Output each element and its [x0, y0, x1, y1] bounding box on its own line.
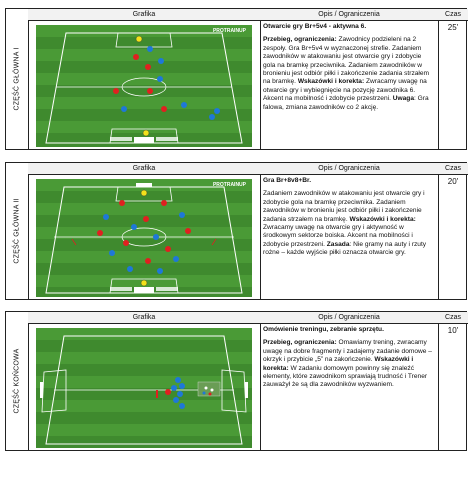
player-red	[185, 228, 191, 234]
header-grafika: Grafika	[28, 312, 260, 324]
player-blue	[147, 46, 153, 52]
header-opis: Opis / Ograniczenia	[260, 312, 438, 324]
player-blue	[121, 106, 127, 112]
player-blue	[179, 403, 185, 409]
graphic-column	[28, 9, 261, 149]
player-blue	[175, 377, 181, 383]
graphic-column	[28, 312, 261, 450]
graphic-column	[28, 163, 261, 299]
player-red	[145, 64, 151, 70]
player-red	[123, 240, 129, 246]
time-value: 25'	[447, 23, 459, 32]
player-blue	[181, 102, 187, 108]
description-column	[260, 9, 439, 149]
section-label: CZĘŚĆ GŁÓWNA II	[13, 198, 21, 264]
section-label: CZĘŚĆ GŁÓWNA I	[13, 47, 21, 111]
equipment-ball	[205, 387, 208, 390]
player-blue	[173, 397, 179, 403]
player-yellow	[136, 36, 142, 42]
player-red	[133, 54, 139, 60]
label-uwaga: Uwaga	[392, 95, 415, 103]
player-yellow	[143, 130, 149, 136]
player-red	[147, 88, 153, 94]
player-blue	[109, 250, 115, 256]
players-layer	[36, 25, 252, 147]
description-text	[263, 177, 435, 263]
exercise-title: Otwarcie gry Br+5v4 - aktywna 6.	[263, 23, 367, 30]
player-red	[145, 258, 151, 264]
label-wskazowki: Wskazówki i korekta:	[297, 78, 365, 86]
player-yellow	[141, 280, 147, 286]
equipment-ball	[203, 392, 206, 395]
brand-label: PROTRAINUP	[212, 28, 246, 34]
header-czas: Czas	[438, 9, 468, 21]
description-column	[260, 163, 439, 299]
header-opis: Opis / Ograniczenia	[260, 163, 438, 175]
brand-label: PROTRAINUP	[212, 182, 246, 188]
label-przebieg: Przebieg, ograniczenia:	[263, 36, 337, 44]
header-opis: Opis / Ograniczenia	[260, 9, 438, 21]
player-blue	[177, 391, 183, 397]
player-blue	[157, 76, 163, 82]
coach-marker	[156, 390, 158, 398]
label-wskazowki: Wskazówki i korekta:	[263, 356, 414, 372]
header-grafika: Grafika	[28, 9, 260, 21]
pitch-diagram-3	[36, 328, 252, 448]
section-block-2	[5, 162, 467, 300]
header-grafika: Grafika	[28, 163, 260, 175]
time-column	[438, 9, 468, 149]
player-blue	[171, 385, 177, 391]
player-red	[165, 389, 171, 395]
player-red	[119, 200, 125, 206]
player-blue	[214, 108, 220, 114]
player-blue	[173, 256, 179, 262]
text-wskazowki: Zwracamy uwagę na otwarcie gry i aktywność w środkowym sektorze boiska. Akcent na mobilności i zdobycie przestrzeni.	[263, 224, 413, 248]
player-blue	[157, 268, 163, 274]
pitch-diagram-1	[36, 25, 252, 147]
player-blue	[158, 58, 164, 64]
header-czas: Czas	[438, 312, 468, 324]
section-label-cell	[6, 163, 29, 299]
player-red	[165, 246, 171, 252]
label-wskazowki: Wskazówki i korekta:	[349, 215, 416, 223]
description-text	[263, 326, 435, 395]
section-block-3	[5, 311, 467, 451]
player-red	[113, 88, 119, 94]
player-blue	[127, 266, 133, 272]
pitch-diagram-2	[36, 179, 252, 297]
time-column	[438, 163, 468, 299]
player-red	[97, 230, 103, 236]
player-blue	[209, 114, 215, 120]
text-wskazowki: W zadaniu domowym powinny się znaleźć elementy, które zawodnikom sprawiają trudność i Trener zauważył że są dla zawodników wyzwaniem.	[263, 364, 428, 389]
exercise-title: Gra Br+8v8+Br.	[263, 177, 312, 184]
description-text	[263, 23, 435, 117]
player-blue	[153, 234, 159, 240]
equipment-ball	[211, 389, 214, 392]
header-czas: Czas	[438, 163, 468, 175]
player-red	[143, 216, 149, 222]
section-block-1	[5, 8, 467, 150]
text-przebieg: Zadaniem zawodników w atakowaniu jest otwarcie gry i zdobycie gola na bramkę przeciwnika. Zadaniem zawodników w bronieniu jest odbiór piłki i zakończenie zadania strzałem na bramkę.	[263, 190, 425, 223]
player-blue	[131, 224, 137, 230]
players-layer	[36, 179, 252, 297]
player-red	[161, 200, 167, 206]
player-blue	[179, 212, 185, 218]
section-label-cell	[6, 9, 29, 149]
text-przebieg: Omawiamy trening, zwracamy uwagę na dobre fragmenty i zadajemy zadanie domowe – okrzyk i przybicie „5” na zakończenie.	[263, 339, 432, 364]
player-blue	[103, 214, 109, 220]
text-wskazowki: Zwracamy uwagę na otwarcie gry i wybiegnięcie na pozycję zawodnika 6. Akcent na mobilność i zdobycie przestrzeni.	[263, 78, 427, 103]
time-column	[438, 312, 468, 450]
exercise-title: Omówienie treningu, zebranie sprzętu.	[263, 326, 384, 333]
description-column	[260, 312, 439, 450]
equipment-ball	[209, 393, 212, 396]
text-zasada: : Nie gramy na auty i rzuty rożne – każde wyjście piłki oznacza otwarcie gry.	[263, 240, 427, 257]
players-layer	[36, 328, 252, 448]
text-przebieg: Zawodnicy podzieleni na 2 zespoły. Gra Br+5v4 w wyznaczonej strefie. Zadaniem zawodników w atakowaniu jest otwarcie gry i zdobycie gola na bramkę przeciwnika. Zadaniem zawodników w bronieniu jest odbiór piłki i zakończenie zadania strzałem na bramkę.	[263, 36, 430, 86]
label-zasada: Zasada	[326, 240, 350, 248]
label-przebieg: Przebieg, ograniczenia:	[263, 339, 337, 347]
section-label-cell	[6, 312, 29, 450]
time-value: 20'	[447, 177, 459, 186]
text-uwaga: : Gra falowa, zmiana zawodników co 2 akcję.	[263, 95, 429, 111]
player-red	[161, 106, 167, 112]
player-blue	[179, 383, 185, 389]
time-value: 10'	[447, 326, 459, 335]
section-label: CZĘŚĆ KOŃCOWA	[13, 348, 21, 414]
player-yellow	[141, 190, 147, 196]
